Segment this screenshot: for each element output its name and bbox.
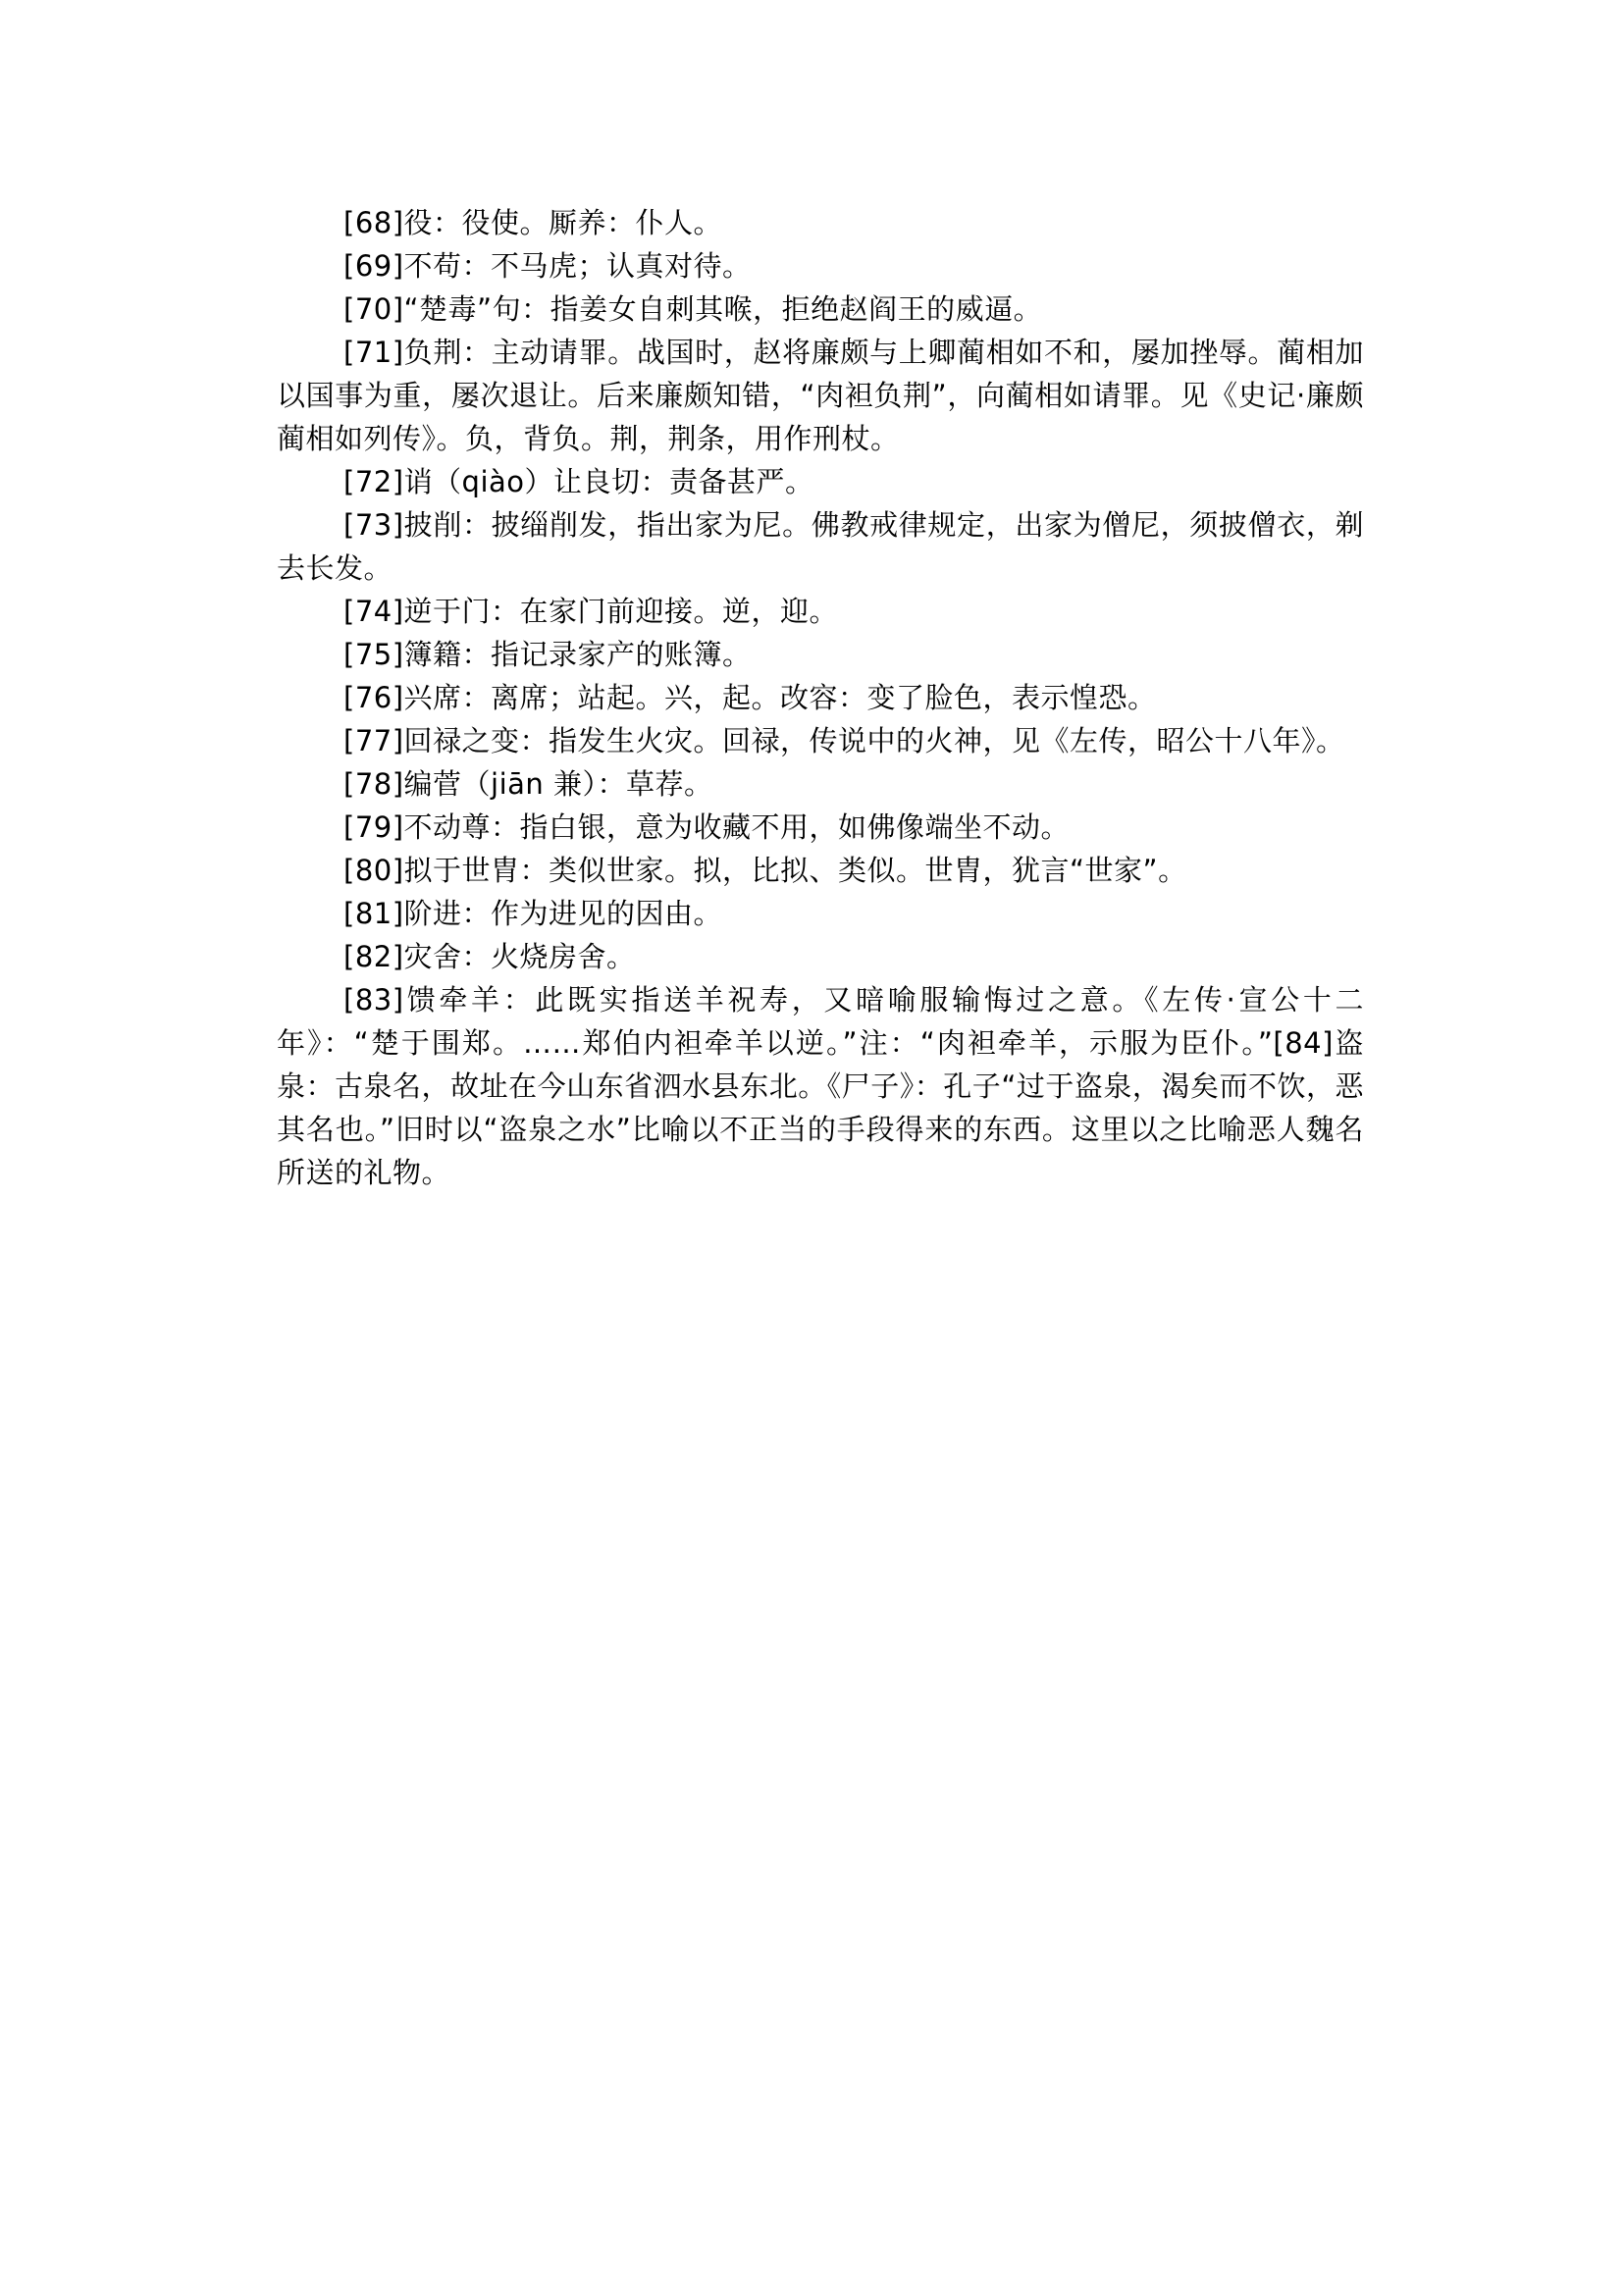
note-83-84: [83]馈牵羊：此既实指送羊祝寿，又暗喻服输悔过之意。《左传·宣公十二年》：“楚于围郑。……郑伯内袒牵羊以逆。”注：“肉袒牵羊，示服为臣仆。”[84]盗泉：古泉名，故址在今山东省泗水县东北。《尸子》：孔子“过于盗泉，渴矣而不饮，恶其名也。”旧时以“盗泉之水”比喻以不正当的手段得来的东西。这里以之比喻恶人魏名所送的礼物。	[277, 983, 1364, 1189]
note-80: [80]拟于世胄：类似世家。拟，比拟、类似。世胄，犹言“世家”。	[343, 854, 1187, 887]
note-76: [76]兴席：离席；站起。兴，起。改容：变了脸色，表示惶恐。	[343, 681, 1157, 714]
note-78: [78]编菅（jiān 兼）：草荐。	[343, 767, 713, 801]
note-77: [77]回禄之变：指发生火灾。回禄，传说中的火神，见《左传，昭公十八年》。	[343, 724, 1345, 757]
note-75: [75]簿籍：指记录家产的账簿。	[343, 638, 752, 671]
note-82: [82]灾舍：火烧房舍。	[343, 940, 636, 973]
note-71: [71]负荆：主动请罪。战国时，赵将廉颇与上卿蔺相如不和，屡加挫辱。蔺相加以国事为重，屡次退让。后来廉颇知错，“肉袒负荆”，向蔺相如请罪。见《史记·廉颇蔺相如列传》。负，背负。荆，荆条，用作刑杖。	[277, 336, 1364, 455]
note-74: [74]逆于门：在家门前迎接。逆，迎。	[343, 595, 839, 628]
note-73: [73]披削：披缁削发，指出家为尼。佛教戒律规定，出家为僧尼，须披僧衣，剃去长发。	[277, 508, 1364, 585]
annotation-list	[277, 201, 1364, 1194]
note-72: [72]诮（qiào）让良切：责备甚严。	[343, 465, 814, 498]
note-68: [68]役：役使。厮养：仆人。	[343, 206, 723, 239]
note-69: [69]不苟：不马虎；认真对待。	[343, 249, 752, 283]
note-81: [81]阶进：作为进见的因由。	[343, 897, 723, 930]
note-79: [79]不动尊：指白银，意为收藏不用，如佛像端坐不动。	[343, 810, 1071, 844]
note-70: [70]“楚毒”句：指姜女自刺其喉，拒绝赵阎王的威逼。	[343, 292, 1043, 326]
